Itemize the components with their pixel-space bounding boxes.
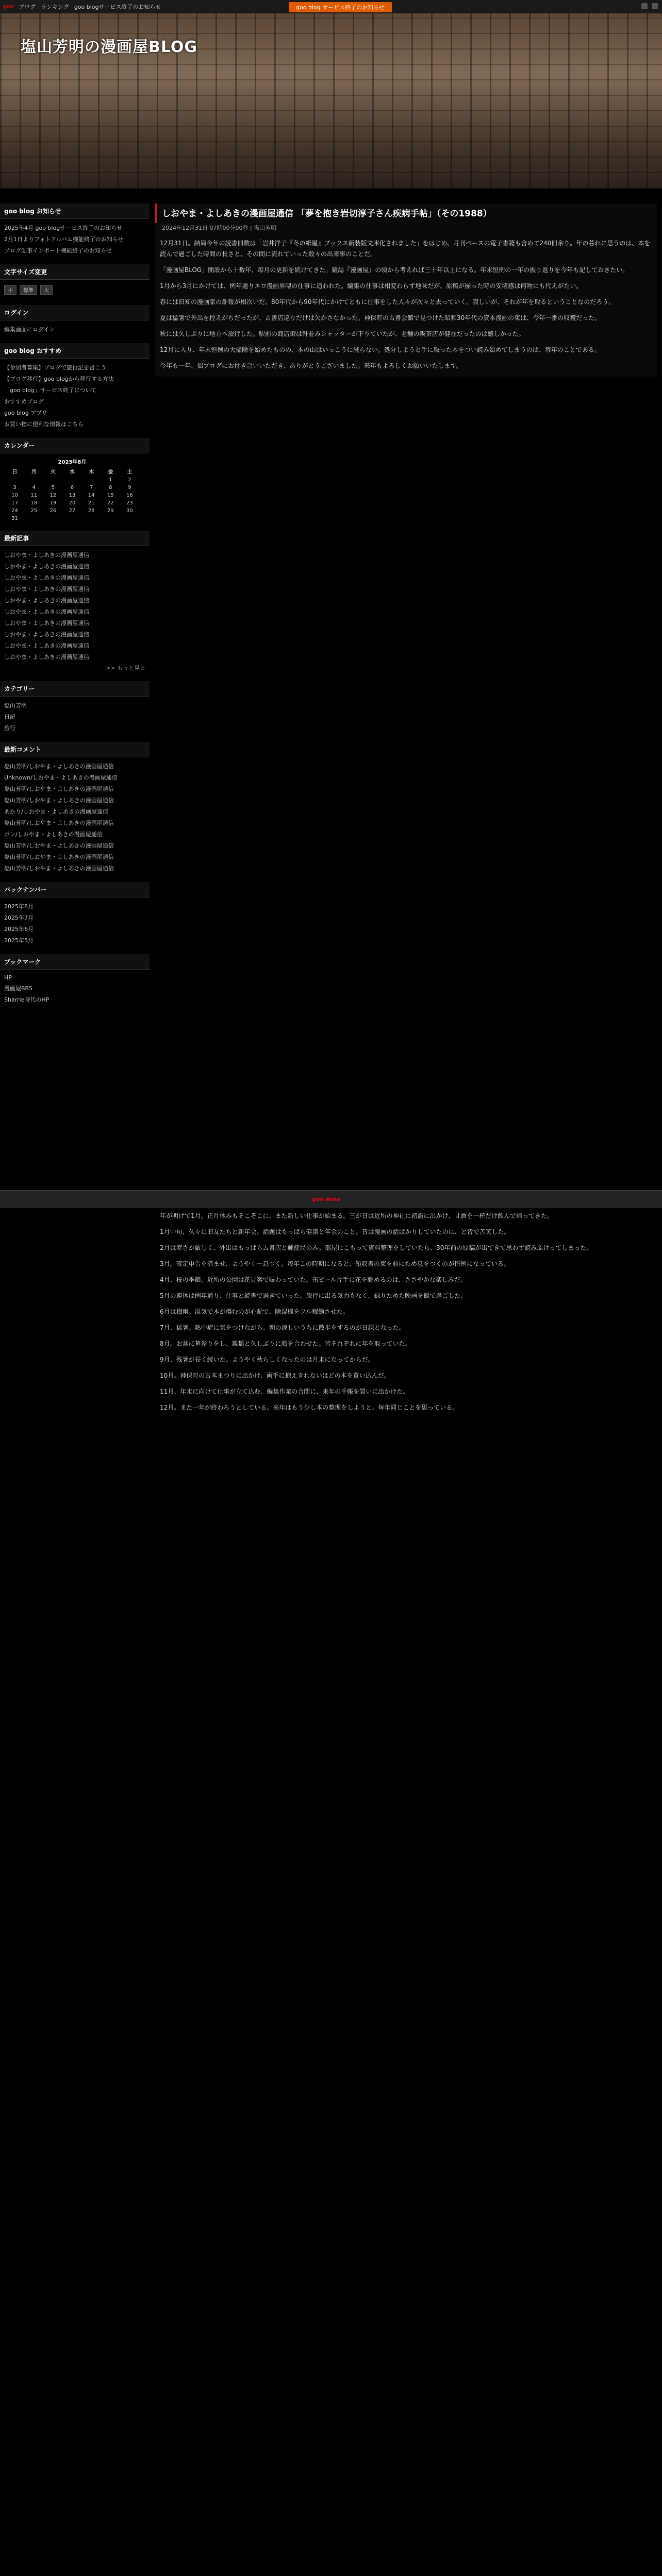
calendar-day[interactable]: 25 (30, 508, 38, 514)
post-paragraph: 6月は梅雨。湿気で本が傷むのが心配で、除湿機をフル稼働させた。 (160, 1308, 349, 1315)
backnumber-item[interactable]: 2025年5月 (4, 937, 34, 944)
recent-post-link[interactable]: しおやま・よしあきの漫画屋通信 (4, 563, 89, 570)
recent-post-link[interactable]: しおやま・よしあきの漫画屋通信 (4, 608, 89, 615)
calendar-day[interactable]: 27 (69, 508, 76, 514)
sidebar-heading: バックナンバー (0, 882, 150, 897)
calendar-day[interactable]: 9 (128, 485, 131, 490)
font-small-button[interactable]: 小 (4, 285, 16, 295)
recent-post-link[interactable]: しおやま・よしあきの漫画屋通信 (4, 620, 89, 626)
post-paragraph: 今年も一年、拙ブログにお付き合いいただき、ありがとうございました。来年もよろしくお願いいたします。 (160, 362, 462, 369)
calendar-weekday: 日 (12, 469, 18, 475)
sidebar-heading: goo blog おすすめ (0, 343, 150, 359)
topbar-link-notice[interactable]: goo blogサービス終了のお知らせ (74, 4, 161, 10)
more-link[interactable]: >> もっと見る (106, 665, 145, 671)
bookmark-item[interactable]: 漫画屋BBS (4, 985, 32, 992)
calendar-day[interactable] (62, 515, 81, 522)
comment-link[interactable]: 塩山芳明/しおやま・よしあきの漫画屋通信 (4, 820, 114, 826)
comment-link[interactable]: あかり/しおやま・よしあきの漫画屋通信 (4, 808, 108, 815)
comment-link[interactable]: 塩山芳明/しおやま・よしあきの漫画屋通信 (4, 763, 114, 770)
calendar-day[interactable] (24, 476, 43, 484)
calendar-weekday: 水 (69, 469, 75, 475)
calendar-day[interactable]: 11 (30, 493, 38, 498)
calendar-day[interactable] (43, 515, 62, 522)
sidebar (0, 204, 150, 1013)
post-paragraph: 12月に入り、年末恒例の大掃除を始めたものの、本の山はいっこうに減らない。処分しようと手に取った本をつい読み始めてしまうのは、毎年のことである。 (160, 346, 601, 353)
login-link[interactable]: 編集画面にログイン (4, 326, 55, 333)
top-navigation-bar (0, 0, 662, 14)
calendar-day[interactable]: 23 (126, 500, 133, 506)
comment-list (0, 760, 150, 874)
comment-link[interactable]: 塩山芳明/しおやま・よしあきの漫画屋通信 (4, 842, 114, 849)
post-paragraph: 1月中旬、久々に旧友たちと新年会。話題はもっぱら健康と年金のこと。昔は漫画の話ばかりしていたのに、と皆で苦笑した。 (160, 1228, 510, 1235)
comment-link[interactable]: 塩山芳明/しおやま・よしあきの漫画屋通信 (4, 797, 114, 804)
category-item[interactable]: 塩山芳明 (4, 702, 27, 709)
sidebar-heading: ログイン (0, 305, 150, 320)
recent-post-link[interactable]: しおやま・よしあきの漫画屋通信 (4, 654, 89, 660)
calendar-day[interactable] (82, 476, 101, 484)
sidebar-heading: 文字サイズ変更 (0, 264, 150, 280)
calendar-day[interactable]: 21 (88, 500, 95, 506)
comment-link[interactable]: ポン/しおやま・よしあきの漫画屋通信 (4, 831, 103, 838)
misc-link[interactable]: お買い物に便利な情報はこちら (4, 421, 84, 428)
calendar-day[interactable]: 7 (89, 485, 93, 490)
recent-post-link[interactable]: しおやま・よしあきの漫画屋通信 (4, 552, 89, 558)
recent-post-link[interactable]: しおやま・よしあきの漫画屋通信 (4, 597, 89, 604)
sidebar-heading: ブックマーク (0, 954, 150, 970)
calendar-body (5, 476, 139, 522)
sidebar-categories (0, 681, 150, 734)
comment-link[interactable]: Unknown/しおやま・よしあきの漫画屋通信 (4, 774, 118, 781)
post-paragraph: 3月。確定申告を済ませ、ようやく一息つく。毎年この時期になると、領収書の束を前にため息をつくのが恒例になっている。 (160, 1260, 510, 1267)
post-paragraph: 秋には久しぶりに地方へ旅行した。駅前の商店街は軒並みシャッターが下りていたが、老舗の喫茶店が健在だったのは嬉しかった。 (160, 330, 525, 337)
recommend-item[interactable]: おすすめブログ (4, 398, 44, 405)
calendar-day[interactable]: 26 (49, 508, 57, 514)
calendar-weekday: 土 (127, 469, 133, 475)
recent-post-link[interactable]: しおやま・よしあきの漫画屋通信 (4, 586, 89, 592)
sidebar-heading: goo blog お知らせ (0, 204, 150, 219)
comment-link[interactable]: 塩山芳明/しおやま・よしあきの漫画屋通信 (4, 854, 114, 860)
notice-item[interactable]: ブログ記事インポート機能終了のお知らせ (4, 247, 112, 254)
service-end-notice-button[interactable]: goo blog サービス終了のお知らせ (289, 2, 392, 12)
calendar-table (5, 456, 139, 522)
recent-list (0, 549, 150, 663)
sidebar-notices (0, 204, 150, 256)
post-paragraph: 春には旧知の漫画家の訃報が相次いだ。80年代から90年代にかけてともに仕事をした人々が次々と去っていく。寂しいが、それが年を取るということなのだろう。 (160, 298, 615, 306)
post-paragraph: 12月。また一年が終わろうとしている。来年はもう少し本の整理をしようと、毎年同じことを思っている。 (160, 1404, 459, 1411)
sidebar-heading: 最新記事 (0, 531, 150, 546)
recommend-item[interactable]: goo blog アプリ (4, 410, 47, 416)
post-paragraph: 年が明けて1月。正月休みもそこそこに、また新しい仕事が始まる。三が日は近所の神社に初詣に出かけ、甘酒を一杯だけ飲んで帰ってきた。 (160, 1212, 554, 1219)
calendar-day[interactable] (5, 476, 24, 484)
calendar-weekday: 金 (108, 469, 113, 475)
backnumber-item[interactable]: 2025年7月 (4, 914, 34, 921)
post-body (155, 238, 657, 371)
post-paragraph: 8月。お盆に墓参りをし、親類と久しぶりに顔を合わせた。皆それぞれに年を取っていた。 (160, 1340, 411, 1347)
font-normal-button[interactable]: 標準 (20, 285, 37, 295)
topbar-link-blog[interactable]: ブログ (19, 4, 36, 10)
backnumber-item[interactable]: 2025年6月 (4, 926, 34, 933)
calendar-day[interactable]: 18 (30, 500, 38, 506)
goo-logo[interactable]: goo (3, 4, 14, 10)
post-meta: 2024年12月31日 07時00分00秒 | 塩山芳明 (162, 224, 277, 231)
post-paragraph: 2月は寒さが厳しく、外出はもっぱら古書店と郵便局のみ。部屋にこもって資料整理をしていたら、30年前の原稿が出てきて思わず読みふけってしまった。 (160, 1244, 593, 1251)
comment-link[interactable]: 塩山芳明/しおやま・よしあきの漫画屋通信 (4, 786, 114, 792)
post-paragraph: 4月、桜の季節。近所の公園は花見客で賑わっていた。缶ビール片手に花を眺めるのは、ささやかな楽しみだ。 (160, 1276, 467, 1283)
calendar-day[interactable]: 12 (49, 493, 57, 498)
calendar-day[interactable]: 16 (126, 493, 133, 498)
recommend-item[interactable]: 【参加者募集】ブログで旅行記を書こう (4, 364, 106, 371)
calendar-weekday: 木 (89, 469, 94, 475)
recent-post-link[interactable]: しおやま・よしあきの漫画屋通信 (4, 574, 89, 581)
calendar-day[interactable]: 22 (107, 500, 114, 506)
post-body-continued (155, 1211, 657, 1418)
calendar-day[interactable]: 4 (32, 485, 36, 490)
sidebar-comments (0, 742, 150, 874)
calendar-day[interactable]: 29 (107, 508, 114, 514)
calendar-day[interactable]: 10 (11, 493, 18, 498)
calendar-day[interactable]: 2 (128, 477, 131, 483)
sidebar-recommend (0, 343, 150, 430)
sticky-ad-bar (0, 1190, 662, 1208)
calendar-day[interactable]: 8 (109, 485, 112, 490)
sidebar-bookmarks (0, 954, 150, 1005)
bookmark-item[interactable]: Sharrie時代のHP (4, 996, 49, 1003)
blog-title[interactable]: 塩山芳明の漫画屋BLOG (21, 38, 198, 56)
post-paragraph: 11月、年末に向けて仕事が立て込む。編集作業の合間に、来年の手帳を買いに出かけた。 (160, 1388, 409, 1395)
post-paragraph: 5月の連休は例年通り、仕事と読書で過ぎていった。旅行に出る気力もなく、録りためた映画を観て過ごした。 (160, 1292, 467, 1299)
calendar-day[interactable]: 14 (88, 493, 95, 498)
recent-post-link[interactable]: しおやま・よしあきの漫画屋通信 (4, 631, 89, 638)
recent-post-link[interactable]: しおやま・よしあきの漫画屋通信 (4, 642, 89, 649)
calendar-day[interactable]: 1 (109, 477, 112, 483)
post-paragraph: 12月31日。結局今年の読書冊数は「岩井洋子『冬の紙屋』ブックス新装版文庫化されました」をはじめ、月刊ペースの電子書籍も含めて240冊余り。年の暮れに思うのは、本を読んで過ごした時間の長さと、その間に流れていった数々の出来事のことだ。 (160, 240, 651, 258)
sidebar-calendar (0, 438, 150, 522)
calendar-day[interactable]: 19 (49, 500, 57, 506)
backnumber-item[interactable]: 2025年8月 (4, 903, 34, 910)
calendar-day[interactable]: 6 (70, 485, 74, 490)
calendar-day[interactable]: 3 (13, 485, 16, 490)
post-body-2 (155, 1211, 657, 1413)
calendar-day[interactable] (82, 515, 101, 522)
calendar-day[interactable] (101, 515, 120, 522)
calendar-day[interactable]: 30 (126, 508, 133, 514)
font-large-button[interactable]: 大 (40, 285, 53, 295)
topbar-icons (641, 3, 658, 9)
post-paragraph: 1月から3月にかけては、例年通りエロ漫画界隈の仕事に追われた。編集の仕事は相変わらず地味だが、原稿が揃った時の安堵感は何物にも代えがたい。 (160, 282, 583, 290)
user-icon[interactable] (652, 3, 658, 9)
sidebar-backnumber (0, 882, 150, 946)
post-title[interactable]: しおやま・よしあきの漫画屋通信 「夢を抱き岩切淳子さん疾病手帖」（その1988） (155, 204, 657, 223)
recommend-item[interactable]: 「goo blog」サービス終了について (4, 387, 97, 394)
sidebar-heading: カレンダー (0, 438, 150, 453)
bookmark-item[interactable]: HP (4, 974, 12, 981)
main-article (155, 204, 657, 377)
post-paragraph: 10月。神保町の古本まつりに出かけ、両手に抱えきれないほどの本を買い込んだ。 (160, 1372, 390, 1379)
comment-link[interactable]: 塩山芳明/しおやま・よしあきの漫画屋通信 (4, 865, 114, 872)
calendar-day[interactable]: 28 (88, 508, 95, 514)
calendar-weekday: 火 (50, 469, 56, 475)
category-item[interactable]: 旅行 (4, 725, 15, 732)
calendar-day[interactable]: 31 (11, 516, 18, 521)
calendar-day[interactable]: 17 (11, 500, 18, 506)
post-paragraph: 9月、残暑が長く続いた。ようやく秋らしくなったのは月末になってからだ。 (160, 1356, 374, 1363)
sidebar-font-size (0, 264, 150, 297)
notice-item[interactable]: 2025年4月 goo blogサービス終了のお知らせ (4, 225, 122, 231)
calendar-day[interactable] (43, 476, 62, 484)
blog-header (0, 13, 662, 189)
sidebar-heading: カテゴリー (0, 681, 150, 697)
calendar-day[interactable]: 13 (69, 493, 76, 498)
font-size-controls (0, 283, 150, 297)
calendar-title: 2025年8月 (58, 460, 87, 465)
sidebar-heading: 最新コメント (0, 742, 150, 757)
post-paragraph: 7月、猛暑。熱中症に気をつけながら、朝の涼しいうちに散歩をするのが日課となった。 (160, 1324, 405, 1331)
menu-icon[interactable] (641, 3, 648, 9)
calendar-day[interactable]: 5 (51, 485, 55, 490)
calendar-day[interactable] (24, 515, 43, 522)
calendar-day[interactable]: 24 (11, 508, 18, 514)
recommend-item[interactable]: 【ブログ移行】goo blogから移行する方法 (4, 376, 114, 382)
calendar-day[interactable]: 20 (69, 500, 76, 506)
category-item[interactable]: 日記 (4, 714, 15, 720)
calendar-day[interactable] (120, 515, 139, 522)
calendar-day[interactable]: 15 (107, 493, 114, 498)
calendar-day[interactable] (62, 476, 81, 484)
ad-label[interactable]: goo Area (312, 1196, 341, 1202)
topbar-link-ranking[interactable]: ランキング (41, 4, 69, 10)
sidebar-recent (0, 531, 150, 673)
post-paragraph: 「漫画屋BLOG」開設から十数年、毎月の更新を続けてきた。雑誌『漫画屋』の頃から考えれば三十年以上になる。年末恒例の一年の振り返りを今年も記しておきたい。 (160, 266, 629, 274)
calendar-weekday: 月 (31, 469, 37, 475)
post-paragraph: 夏は猛暑で外出を控えがちだったが、古書店巡りだけは欠かさなかった。神保町の古書会館で見つけた昭和30年代の貸本漫画の束は、今年一番の収穫だった。 (160, 314, 601, 321)
sidebar-login (0, 305, 150, 335)
notice-item[interactable]: 2月1日よりフォトアルバム機能終了のお知らせ (4, 236, 124, 243)
